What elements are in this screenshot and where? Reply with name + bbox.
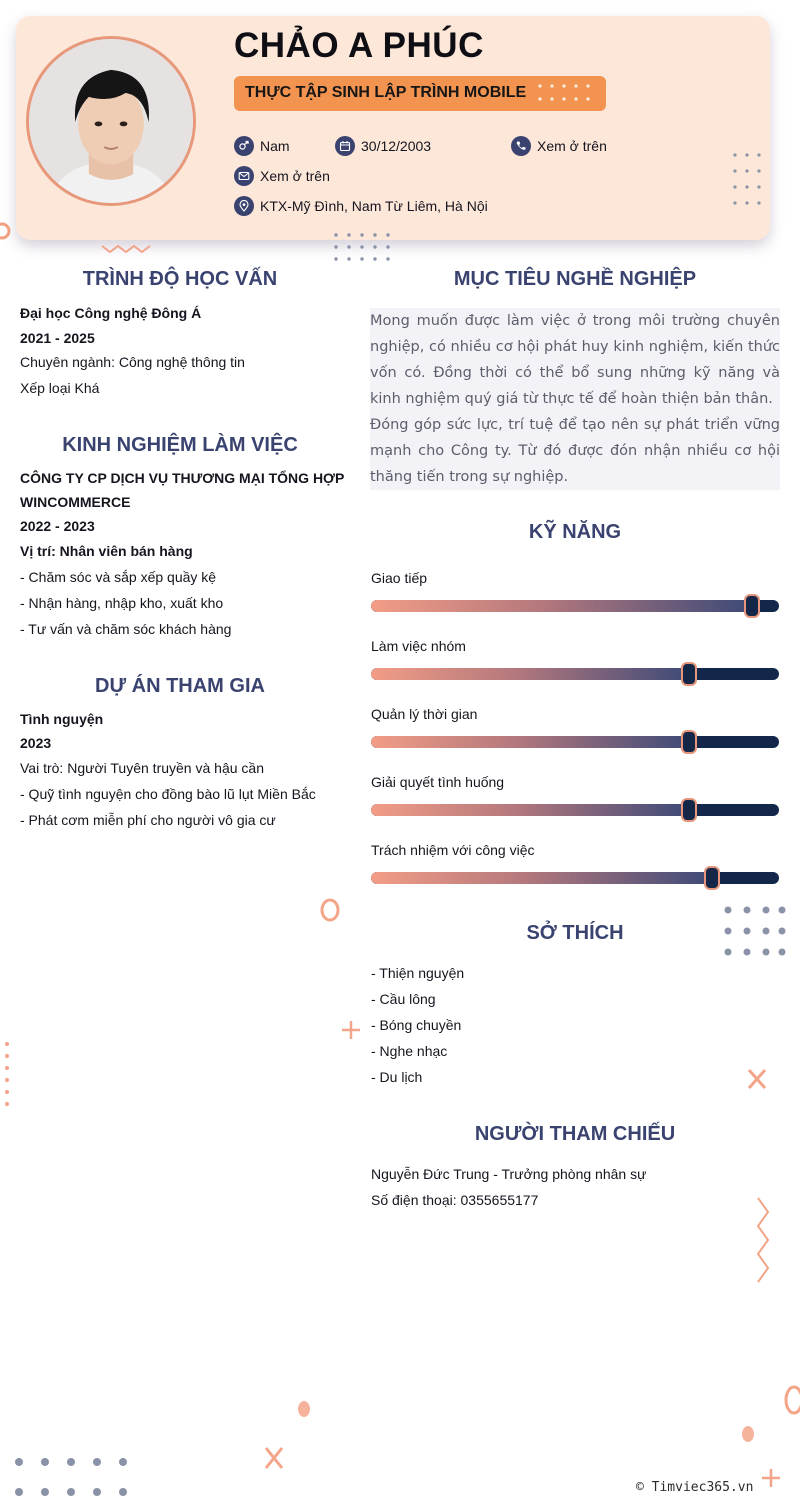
decor-plus-icon [760, 1466, 782, 1490]
decor-dots-icon [536, 82, 592, 104]
decor-zigzag-icon [754, 1196, 772, 1292]
decor-ring-icon [778, 1380, 800, 1420]
address-info: KTX-Mỹ Đình, Nam Từ Liêm, Hà Nội [234, 196, 488, 216]
education-heading: TRÌNH ĐỘ HỌC VẤN [82, 268, 278, 290]
decor-ring-icon [318, 896, 342, 924]
decor-cross-icon [745, 1066, 769, 1092]
decor-ring-icon [0, 220, 14, 242]
project-role: Vai trò: Người Tuyên truyền và hậu cần [20, 760, 264, 776]
decor-zigzag-icon [100, 242, 156, 256]
hobbies-heading: SỞ THÍCH [526, 922, 624, 944]
education-school: Đại học Công nghệ Đông Á [20, 305, 202, 321]
skill-bar-fill [371, 736, 689, 748]
hobby-item: - Du lịch [371, 1069, 423, 1085]
objective-paragraph: Đóng góp sức lực, trí tuệ để tạo nên sự phát triển vững mạnh cho Công ty. Từ đó được đón nhận nhiều cơ hội thăng tiến trong sự nghiệp. [370, 412, 780, 490]
skill-label: Quản lý thời gian [371, 706, 478, 722]
objective-text [370, 308, 780, 490]
skill-bar [371, 668, 779, 680]
hobby-item: - Cầu lông [371, 991, 436, 1007]
experience-period: 2022 - 2023 [20, 518, 95, 534]
decor-oval-icon [740, 1424, 756, 1444]
phone-info: Xem ở trên [511, 136, 607, 156]
decor-cross-icon [262, 1444, 286, 1472]
decor-dots-icon [0, 1040, 12, 1110]
gender-info: Nam [234, 136, 290, 156]
gender-icon [234, 136, 254, 156]
calendar-icon [335, 136, 355, 156]
header-card [16, 16, 770, 240]
skill-label: Làm việc nhóm [371, 638, 466, 654]
job-title: THỰC TẬP SINH LẬP TRÌNH MOBILE [245, 84, 527, 101]
project-name: Tình nguyện [20, 711, 104, 727]
reference-heading: NGƯỜI THAM CHIẾU [474, 1123, 676, 1145]
experience-duty: - Chăm sóc và sắp xếp quầy kệ [20, 569, 217, 585]
experience-position: Vị trí: Nhân viên bán hàng [20, 543, 193, 559]
birthday-info: 30/12/2003 [335, 136, 431, 156]
skill-slider-knob [681, 662, 697, 686]
skill-bar-fill [371, 804, 689, 816]
experience-heading: KINH NGHIỆM LÀM VIỆC [62, 434, 298, 456]
skill-label: Giao tiếp [371, 570, 428, 586]
skill-bar-fill [371, 668, 689, 680]
project-item: - Phát cơm miễn phí cho người vô gia cư [20, 812, 276, 828]
decor-dots-icon [720, 904, 786, 958]
decor-plus-icon [340, 1018, 362, 1042]
skill-label: Giải quyết tình huống [371, 774, 505, 790]
decor-oval-icon [296, 1398, 312, 1420]
decor-dots-icon [10, 1452, 134, 1502]
objective-heading: MỤC TIÊU NGHỀ NGHIỆP [453, 268, 697, 290]
skill-slider-knob [744, 594, 760, 618]
skill-bar [371, 736, 779, 748]
skills-heading: KỸ NĂNG [528, 521, 622, 543]
objective-paragraph: Mong muốn được làm việc ở trong môi trường chuyên nghiệp, có nhiều cơ hội phát huy kinh nghiệm, kiến thức vốn có. Đồng thời có thể bổ sung những kỹ năng và kinh nghiệm quý giá từ thực tế để hoàn thiện bản thân. [370, 308, 780, 412]
hobby-item: - Bóng chuyền [371, 1017, 462, 1033]
skill-bar [371, 872, 779, 884]
projects-heading: DỰ ÁN THAM GIA [95, 675, 265, 697]
hobby-item: - Nghe nhạc [371, 1043, 448, 1059]
skill-label: Trách nhiệm với công việc [371, 842, 535, 858]
location-pin-icon [234, 196, 254, 216]
skill-bar [371, 804, 779, 816]
education-major: Chuyên ngành: Công nghệ thông tin [20, 354, 245, 370]
email-info: Xem ở trên [234, 166, 330, 186]
watermark: © Timviec365.vn [636, 1480, 754, 1495]
decor-dots-icon [732, 152, 762, 208]
project-item: - Quỹ tình nguyện cho đồng bào lũ lụt Miền Bắc [20, 786, 316, 802]
skill-slider-knob [681, 798, 697, 822]
experience-duty: - Nhận hàng, nhập kho, xuất kho [20, 595, 224, 611]
candidate-name: CHẢO A PHÚC [234, 26, 484, 65]
decor-dots-icon [332, 232, 394, 262]
hobby-item: - Thiện nguyện [371, 965, 465, 981]
avatar [26, 36, 196, 206]
skill-slider-knob [704, 866, 720, 890]
mail-icon [234, 166, 254, 186]
education-period: 2021 - 2025 [20, 330, 95, 346]
profile-photo [29, 39, 193, 203]
skill-bar-fill [371, 872, 712, 884]
experience-company: CÔNG TY CP DỊCH VỤ THƯƠNG MẠI TỔNG HỢP [20, 470, 345, 486]
reference-phone: Số điện thoại: 0355655177 [371, 1192, 539, 1208]
reference-person: Nguyễn Đức Trung - Trưởng phòng nhân sự [371, 1166, 647, 1182]
project-year: 2023 [20, 735, 52, 751]
education-rank: Xếp loại Khá [20, 380, 100, 396]
skill-bar-fill [371, 600, 752, 612]
experience-duty: - Tư vấn và chăm sóc khách hàng [20, 621, 232, 637]
skill-slider-knob [681, 730, 697, 754]
skill-bar [371, 600, 779, 612]
phone-icon [511, 136, 531, 156]
experience-company-line2: WINCOMMERCE [20, 494, 131, 510]
job-title-badge [234, 76, 606, 111]
